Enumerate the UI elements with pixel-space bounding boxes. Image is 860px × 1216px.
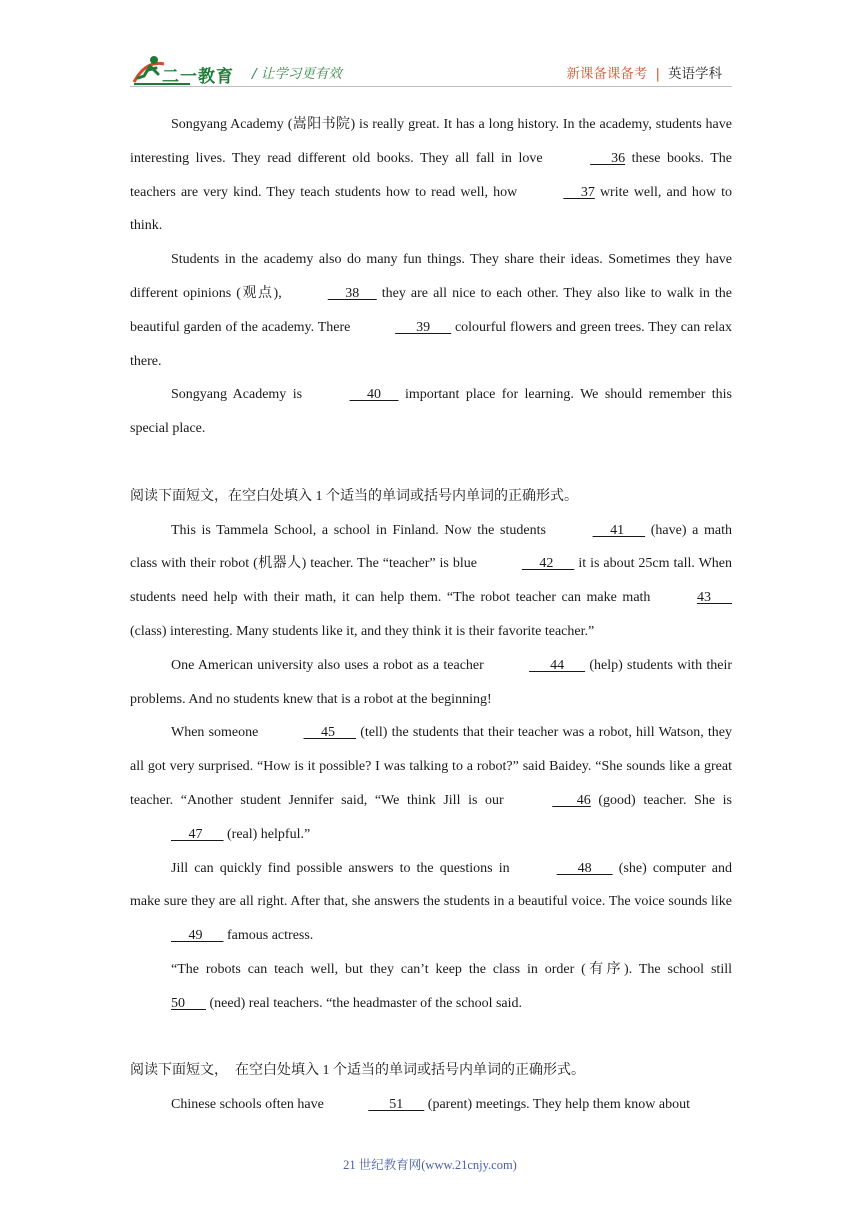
text-run: famous actress.	[223, 928, 314, 944]
blank-46[interactable]: 46	[552, 792, 591, 808]
blank-47[interactable]: 47	[171, 826, 224, 842]
blank-48[interactable]: 48	[556, 860, 613, 876]
text-run: Jill can quickly find possible answers to the questions in	[171, 860, 516, 876]
passage2-paragraph	[130, 514, 732, 649]
passage1-paragraph	[130, 108, 732, 243]
page-header	[130, 52, 732, 90]
text-run: it is about 25cm tall. When students need help with their math, it can help them. “The robot teacher can make math	[130, 556, 733, 606]
text-run: “The robots can teach well, but they can’t keep the class in order (有序). The school still	[171, 961, 732, 977]
text-run: these books. The teachers are very kind. They teach students how to read well, how	[130, 150, 732, 200]
passage1-paragraph	[130, 378, 732, 446]
blank-49[interactable]: 49	[171, 928, 224, 944]
header-separator: |	[655, 66, 660, 82]
text-run: When someone	[171, 725, 263, 741]
header-slogan: / 让学习更有效	[252, 66, 342, 82]
header-right	[566, 62, 722, 82]
text-run: Songyang Academy (嵩阳书院) is really great. It has a long history. In the academy, students have interesting lives. They read different old books. They all fall in love	[130, 117, 732, 166]
passage2-paragraph	[130, 852, 732, 953]
text-run: (help) students with their problems. And no students knew that is a robot at the beginning!	[130, 657, 732, 707]
page-footer[interactable]: 21 世纪教育网(www.21cnjy.com)	[343, 1158, 517, 1172]
blank-40[interactable]: 40	[349, 387, 399, 403]
passage1-paragraph	[130, 243, 732, 378]
text-run: important place for learning. We should remember this special place.	[130, 387, 732, 437]
blank-45[interactable]: 45	[303, 725, 357, 741]
blank-51[interactable]: 51	[368, 1097, 425, 1113]
text-run: This is Tammela School, a school in Finland. Now the students	[171, 522, 552, 538]
text-run: Chinese schools often have	[171, 1097, 328, 1113]
passage2-paragraph	[130, 649, 732, 717]
text-run: One American university also uses a robot as a teacher	[171, 657, 489, 673]
text-run: (parent) meetings. They help them know about	[424, 1097, 690, 1113]
text-run: (she) computer and make sure they are all right. After that, she answers the students in a beautiful voice. The voice sounds like	[130, 860, 732, 910]
text-run: colourful flowers and green trees. They can relax there.	[130, 319, 732, 369]
text-run: (class) interesting. Many students like it, and they think it is their favorite teacher.”	[130, 623, 595, 639]
text-run: they are all nice to each other. They also like to walk in the beautiful garden of the academy. There	[130, 285, 733, 335]
text-run: Students in the academy also do many fun things. They share their ideas. Sometimes they have different opinions (观点),	[130, 252, 732, 301]
section-gap	[130, 1021, 732, 1055]
blank-37[interactable]: 37	[563, 184, 595, 200]
blank-39[interactable]: 39	[395, 319, 452, 335]
text-run: (tell) the students that their teacher was a robot, hill Watson, they all got very surprised. “How is it possible? I was talking to a robot?” said Baidey. “She sounds like a great teacher. “Another student Jennifer said, “We think Jill is our	[130, 725, 732, 808]
blank-44[interactable]: 44	[529, 657, 586, 673]
blank-42[interactable]: 42	[521, 556, 575, 572]
text-run: (need) real teachers. “the headmaster of the school said.	[206, 995, 523, 1011]
blank-38[interactable]: 38	[327, 285, 377, 301]
header-category: 新课备课备考	[566, 66, 648, 82]
passage2-instruction: 阅读下面短文，在空白处填入 1 个适当的单词或括号内单词的正确形式。	[130, 488, 578, 504]
section-gap	[130, 446, 732, 480]
passage2-paragraph	[130, 953, 732, 1021]
blank-43[interactable]: 43	[697, 590, 732, 606]
blank-50[interactable]: 50	[171, 995, 206, 1011]
logo-text: 二一教育	[162, 67, 234, 87]
text-run: (real) helpful.”	[223, 826, 311, 842]
text-run: write well, and how to think.	[130, 184, 732, 234]
text-run: (good) teacher. She is	[590, 792, 732, 808]
text-run: Songyang Academy is	[171, 387, 309, 403]
passage3-instruction: 阅读下面短文， 在空白处填入 1 个适当的单词或括号内单词的正确形式。	[130, 1063, 585, 1079]
passage2-paragraph	[130, 716, 732, 851]
text-run: (have) a math class with their robot (机器人) teacher. The “teacher” is blue	[130, 522, 732, 572]
header-subject: 英语学科	[668, 66, 722, 82]
document-body	[130, 108, 732, 1122]
blank-36[interactable]: 36	[590, 150, 626, 166]
passage3-paragraph	[130, 1088, 732, 1122]
blank-41[interactable]: 41	[592, 522, 646, 538]
header-divider	[130, 86, 732, 87]
